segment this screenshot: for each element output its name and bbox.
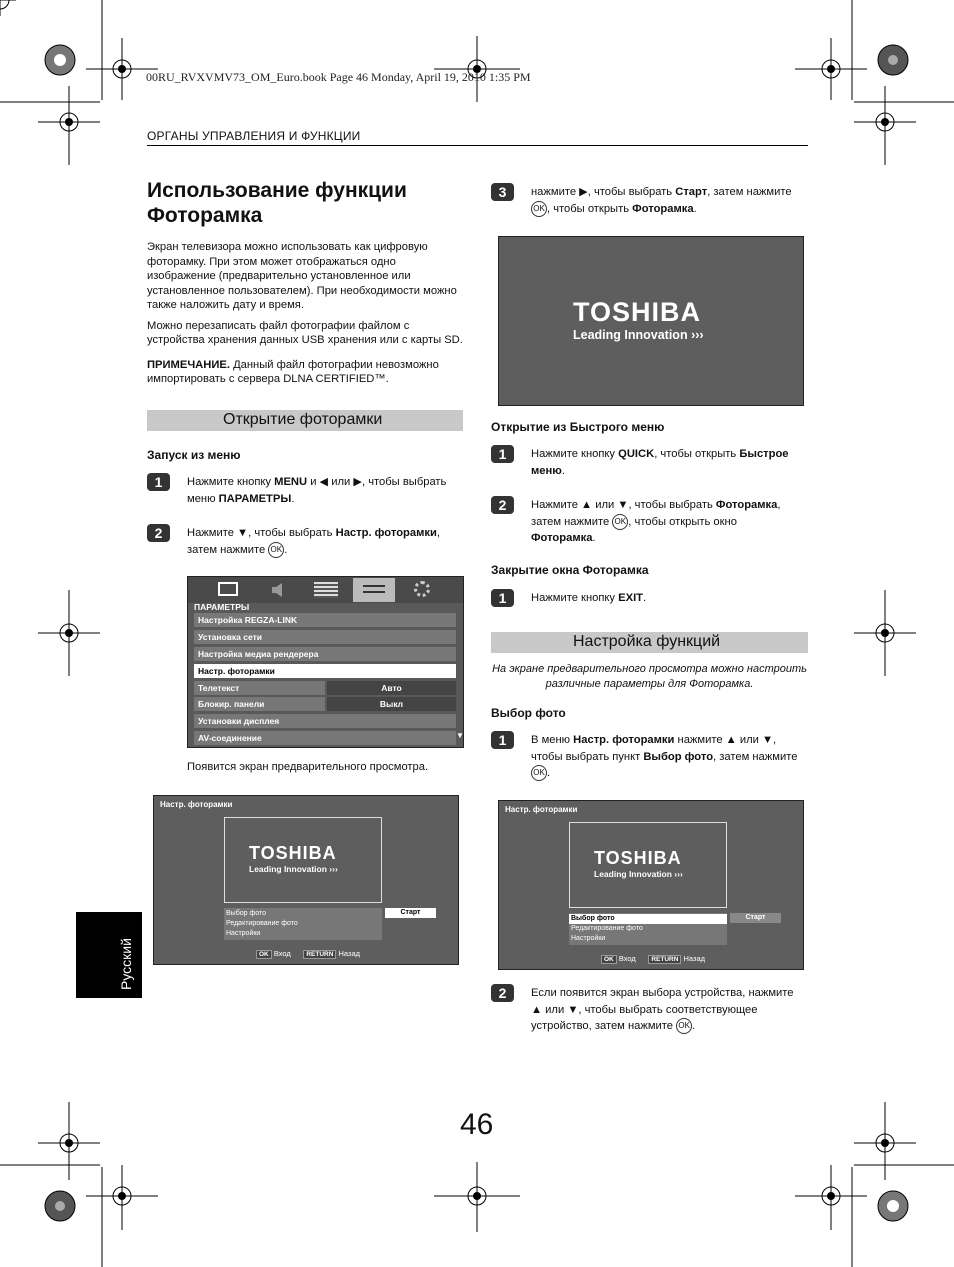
menu-item-display[interactable]: Установки дисплея bbox=[194, 714, 456, 728]
menu-item-settings[interactable]: Настройки bbox=[571, 935, 606, 942]
photo-frame-fullscreen bbox=[498, 236, 804, 406]
logo-tagline: Leading Innovation ››› bbox=[573, 328, 704, 342]
step-badge: 1 bbox=[491, 731, 514, 749]
menu-item-edit-photo[interactable]: Редактирование фото bbox=[226, 920, 298, 927]
step-badge: 3 bbox=[491, 183, 514, 201]
scroll-down-icon[interactable]: ▼ bbox=[456, 731, 464, 740]
toshiba-logo: TOSHIBA bbox=[249, 843, 337, 863]
photo-select-preview-screen bbox=[498, 800, 804, 970]
return-key: RETURN bbox=[648, 955, 681, 964]
menu-item-settings[interactable]: Настройки bbox=[226, 930, 261, 937]
menu-item-select-photo[interactable]: Выбор фото bbox=[226, 910, 266, 917]
preview-window bbox=[569, 822, 727, 908]
start-button[interactable]: Старт bbox=[730, 913, 781, 923]
setup-icon bbox=[353, 578, 395, 602]
step3-text: нажмите ▶, чтобы выбрать Старт, затем нажмите OK , чтобы открыть Фоторамка. bbox=[531, 184, 811, 217]
language-side-tab: Русский bbox=[76, 912, 142, 998]
preview-window bbox=[224, 817, 382, 903]
quick-step2-text: Нажмите ▲ или ▼, чтобы выбрать Фоторамка, затем нажмите OK , чтобы открыть окно Фоторамка. bbox=[531, 499, 781, 544]
menu-item-panel-lock[interactable]: Блокир. панели bbox=[194, 697, 325, 711]
quick-step1-text: Нажмите кнопку QUICK, чтобы открыть Быстрое меню. bbox=[531, 448, 789, 477]
step-badge: 2 bbox=[491, 496, 514, 514]
menu-item-av[interactable]: AV-соединение bbox=[194, 731, 456, 745]
launch-menu-title: Запуск из меню bbox=[147, 448, 241, 462]
menu-heading: ПАРАМЕТРЫ bbox=[194, 602, 250, 612]
menu-item-network[interactable]: Установка сети bbox=[194, 630, 456, 644]
step-badge: 2 bbox=[147, 524, 170, 542]
ok-key: OK bbox=[256, 950, 272, 959]
quick-menu-title: Открытие из Быстрого меню bbox=[491, 420, 665, 434]
step1-text: Нажмите кнопку MENU и ◀ или ▶, чтобы выбрать меню ПАРАМЕТРЫ. bbox=[187, 476, 447, 505]
toshiba-logo: TOSHIBA bbox=[594, 848, 682, 868]
menu-item-photo-frame[interactable]: Настр. фоторамки bbox=[194, 664, 456, 678]
logo-tagline: Leading Innovation ››› bbox=[249, 864, 338, 874]
step-badge: 1 bbox=[147, 473, 170, 491]
sound-icon bbox=[270, 582, 286, 598]
return-key: RETURN bbox=[303, 950, 336, 959]
menu-item-select-photo[interactable]: Выбор фото bbox=[569, 914, 727, 924]
step-badge: 2 bbox=[491, 984, 514, 1002]
menu-item-teletext[interactable]: Телетекст bbox=[194, 681, 325, 695]
ok-key: OK bbox=[601, 955, 617, 964]
key-hints: OK Вход RETURN Назад bbox=[256, 949, 360, 959]
picture-icon bbox=[218, 582, 238, 596]
gear-icon bbox=[414, 581, 430, 597]
section2-intro: На экране предварительного просмотра можно настроить различные параметры для Фоторамка. bbox=[492, 663, 807, 690]
screen-title: Настр. фоторамки bbox=[160, 800, 233, 809]
page-title: Использование функции Фоторамка bbox=[147, 179, 407, 227]
menu-item-edit-photo[interactable]: Редактирование фото bbox=[571, 925, 643, 932]
menu-icon-bar bbox=[188, 577, 463, 603]
page-number: 46 bbox=[460, 1108, 494, 1141]
print-info: 00RU_RVXVMV73_OM_Euro.book Page 46 Monday, April 19, 2010 1:35 PM bbox=[146, 70, 531, 84]
preview-caption: Появится экран предварительного просмотра. bbox=[187, 761, 429, 773]
frame-menu bbox=[224, 908, 382, 940]
close-window-title: Закрытие окна Фоторамка bbox=[491, 563, 649, 577]
section-open-frame: Открытие фоторамки bbox=[147, 410, 463, 431]
header-rule bbox=[147, 145, 808, 146]
step-badge: 1 bbox=[491, 445, 514, 463]
logo-tagline: Leading Innovation ››› bbox=[594, 869, 683, 879]
screen-title: Настр. фоторамки bbox=[505, 805, 578, 814]
photo-step1-text: В меню Настр. фоторамки нажмите ▲ или ▼, чтобы выбрать пункт Выбор фото, затем нажмите OK . bbox=[531, 732, 811, 782]
toshiba-logo: TOSHIBA bbox=[573, 297, 702, 327]
list-icon bbox=[314, 582, 338, 598]
start-button[interactable]: Старт bbox=[385, 908, 436, 918]
key-hints: OK Вход RETURN Назад bbox=[601, 954, 705, 964]
photo-step2-text: Если появится экран выбора устройства, нажмите ▲ или ▼, чтобы выбрать соответствующее устройство, затем нажмите OK . bbox=[531, 985, 811, 1035]
menu-item-media-renderer[interactable]: Настройка медиа рендерера bbox=[194, 647, 456, 661]
menu-item-regza-link[interactable]: Настройка REGZA-LINK bbox=[194, 613, 456, 627]
section-function-settings: Настройка функций bbox=[491, 632, 808, 653]
step2-text: Нажмите ▼, чтобы выбрать Настр. фоторамки, затем нажмите OK . bbox=[187, 525, 467, 558]
close-step1-text: Нажмите кнопку EXIT. bbox=[531, 592, 647, 604]
photo-select-title: Выбор фото bbox=[491, 706, 566, 720]
photo-frame-preview-screen bbox=[153, 795, 459, 965]
teletext-value[interactable]: Авто bbox=[327, 681, 456, 695]
parameters-menu-screen bbox=[187, 576, 464, 748]
running-header: ОРГАНЫ УПРАВЛЕНИЯ И ФУНКЦИИ bbox=[147, 129, 361, 143]
intro-text: Экран телевизора можно использовать как цифровую фоторамку. При этом может отображаться одно изображение (предварительно установленное или установленное пользователем). При необходимости можно также наложить дату и время. Можно перезаписать файл фотографии файлом с устройства хранения данных USB хранения или с карты SD. ПРИМЕЧАНИЕ. Данный файл фотографии невозможно импортировать с сервера DLNA CERTIFIED™. bbox=[147, 241, 463, 385]
frame-menu bbox=[569, 913, 727, 945]
panel-lock-value[interactable]: Выкл bbox=[327, 697, 456, 711]
step-badge: 1 bbox=[491, 589, 514, 607]
